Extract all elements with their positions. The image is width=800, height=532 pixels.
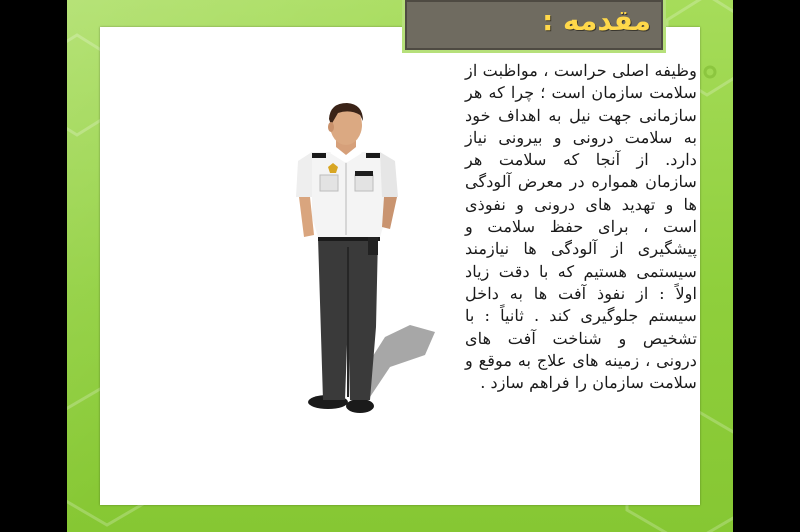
circle-bullet-icon xyxy=(703,65,717,79)
title-box xyxy=(402,0,666,53)
slide-title: مقدمه : xyxy=(542,4,651,37)
security-guard-illustration xyxy=(200,97,450,427)
slide-body-text: وظیفه اصلی حراست ، مواظبت از سلامت سازمان است ؛ چرا که هر سازمانی جهت نیل به اهداف خود به سلامت درونی و بیرونی نیاز دارد. از آنجا که سلامت هر سازمان همواره در معرض آلودگی ها و تهدید های درونی و نفوذی است ، برای حفظ سلامت و پیشگیری از آلودگی ها نیازمند سیستمی هستیم که با دقت زیاد اولاً : از نفوذ آفت ها به داخل سیستم جلوگیری کند . ثانیاً : با تشخیص و شناخت آفت های درونی ، زمینه های علاج به موقع و سلامت سازمان را فراهم سازد . xyxy=(465,61,697,393)
presentation-slide xyxy=(67,0,733,532)
